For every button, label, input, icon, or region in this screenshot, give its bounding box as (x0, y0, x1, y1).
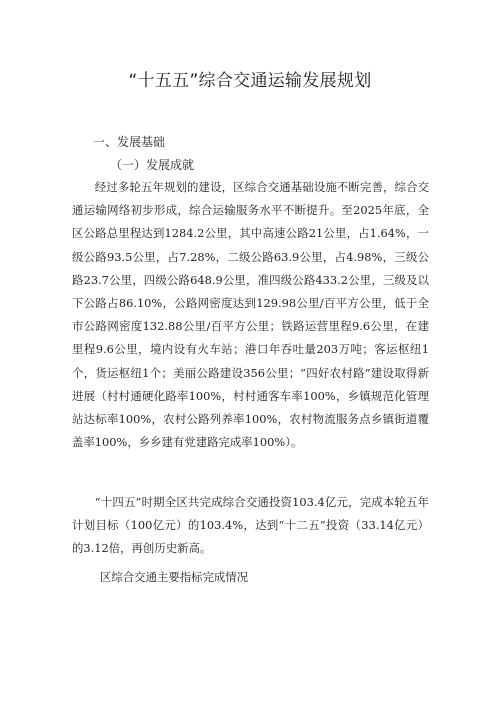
document-title: “十五五”综合交通运输发展规划 (128, 71, 372, 91)
section-heading: 一、发展基础 (93, 135, 166, 149)
paragraph-investment: “十四五”时期全区共完成综合交通投资103.4亿元，完成本轮五年计划目标（100亿元）的103.4%，达到“十二五”投资（33.14亿元）的3.12倍，再创历史新高。 (72, 495, 429, 556)
table-caption: 区综合交通主要指标完成情况 (100, 570, 249, 584)
subsection-heading: （一）发展成就 (110, 158, 195, 172)
paragraph-development-achievements: 经过多轮五年规划的建设，区综合交通基础设施不断完善，综合交通运输网络初步形成，综合运输服务水平不断提升。至2025年底，全区公路总里程达到1284.2公里，其中高速公路21公里，占1.64%，一级公路93.5公里，占7.28%，二级公路63.9公里，占4.98%，三级公路23.7公里，四级公路648.9公里，准四级公路433.2公里，三级及以下公路占86.10%，公路网密度达到129.98公里/百平方公里，低于全市公路网密度132.88公里/百平方公里；铁路运营里程9.6公里，在建里程9.6公里，境内设有火车站；港口年吞吐量203万吨；客运枢纽1个，货运枢纽1个；美丽公路建设356公里；“四好农村路”建设取得新进展（村村通硬化路率100%，村村通客车率100%，乡镇规范化管理站达标率100%，农村公路列养率100%，农村物流服务点乡镇街道覆盖率100%，乡乡建有党建路完成率100%）。 (72, 180, 429, 450)
